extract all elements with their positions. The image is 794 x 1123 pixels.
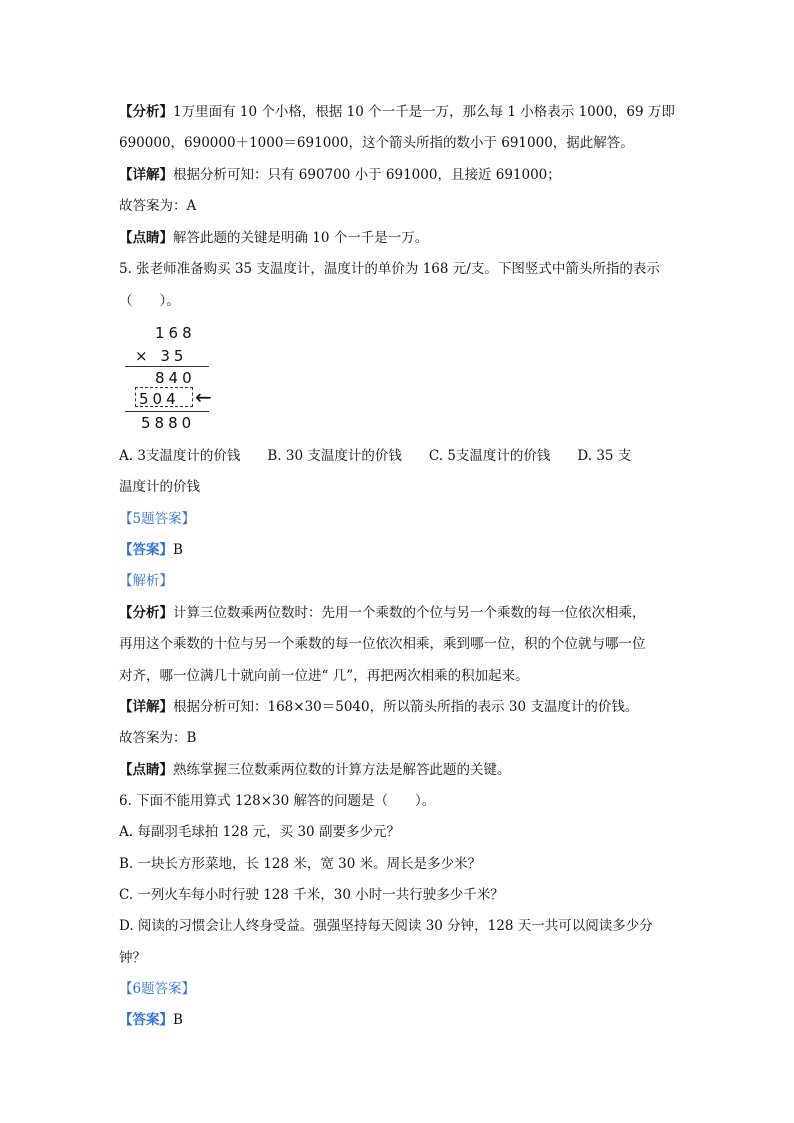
comment-text: 熟练掌握三位数乘两位数的计算方法是解答此题的关键。 [173,762,511,778]
comment-tag: 【点睛】 [119,762,173,778]
answer-line-5 [119,541,183,559]
analysis-text: 1万里面有 10 个小格，根据 10 个一千是一万，那么每 1 小格表示 1000，69 万即 [173,104,675,120]
detail-text: 根据分析可知：只有 690700 小于 691000，且接近 691000； [173,167,561,183]
answer-header-5: 【5题答案】 [119,511,196,527]
question-6-option-a: A. 每副羽毛球拍 128 元，买 30 副要多少元？ [119,824,400,840]
detail-paragraph-line [119,166,561,184]
question-6-text: 6. 下面不能用算式 128×30 解答的问题是（ ）。 [119,793,436,809]
comment-text: 解答此题的关键是明确 10 个一千是一万。 [173,230,429,246]
answer-header-6: 【6题答案】 [119,981,196,997]
analysis-paragraph-line [119,103,675,121]
analysis-paragraph-line: 690000，690000＋1000＝691000，这个箭头所指的数小于 691000，据此解答。 [119,135,634,151]
solution-header-5: 【解析】 [119,573,173,589]
question-5-options: A. 3支温度计的价钱 B. 30 支温度计的价钱 C. 5支温度计的价钱 D. 35 支 [119,448,632,464]
analysis-paragraph-line [119,604,646,622]
detail-text: 根据分析可知：168×30＝5040，所以箭头所指的表示 30 支温度计的价钱。 [173,699,639,715]
arrow-left-icon: ← [195,385,212,409]
conclusion-line: 故答案为：B [119,730,197,746]
calc-rule [125,411,209,412]
detail-paragraph-line [119,698,638,716]
analysis-paragraph-line: 对齐，哪一位满几十就向前一位进“ 几”，再把两次相乘的积加起来。 [119,668,529,684]
calc-rule [125,366,209,367]
detail-tag: 【详解】 [119,699,173,715]
answer-value: B [173,542,183,558]
comment-paragraph-line [119,761,511,779]
answer-tag: 【答案】 [119,1012,173,1028]
question-5-options-continued: 温度计的价钱 [119,479,200,495]
calc-product: 5880 [141,414,196,432]
comment-tag: 【点睛】 [119,230,173,246]
analysis-tag: 【分析】 [119,104,173,120]
calc-partial-product-2: 504 [139,390,180,408]
question-6-option-c: C. 一列火车每小时行驶 128 千米，30 小时一共行驶多少千米？ [119,887,504,903]
calc-partial-product-1: 840 [155,369,196,387]
vertical-multiplication-figure [119,320,239,436]
question-5-blank: （ ）。 [119,293,180,309]
calc-multiplicand: 168 [155,324,196,342]
answer-line-6 [119,1011,183,1029]
comment-paragraph-line [119,229,428,247]
question-6-option-b: B. 一块长方形菜地，长 128 米，宽 30 米。周长是多少米？ [119,856,482,872]
analysis-tag: 【分析】 [119,605,173,621]
answer-value: B [173,1012,183,1028]
analysis-text: 计算三位数乘两位数时：先用一个乘数的个位与另一个乘数的每一位依次相乘， [173,605,646,621]
analysis-paragraph-line: 再用这个乘数的十位与另一个乘数的每一位依次相乘，乘到哪一位，积的个位就与哪一位 [119,636,646,652]
answer-tag: 【答案】 [119,542,173,558]
question-6-option-d-continued: 钟？ [119,950,146,966]
calc-multiplier: × 35 [135,347,188,365]
question-6-option-d: D. 阅读的习惯会让人终身受益。强强坚持每天阅读 30 分钟，128 天一共可以阅读多少分 [119,918,653,934]
detail-tag: 【详解】 [119,167,173,183]
conclusion-line: 故答案为：A [119,198,197,214]
question-5-text: 5. 张老师准备购买 35 支温度计，温度计的单价为 168 元/支。下图竖式中箭头所指的表示 [119,261,660,277]
